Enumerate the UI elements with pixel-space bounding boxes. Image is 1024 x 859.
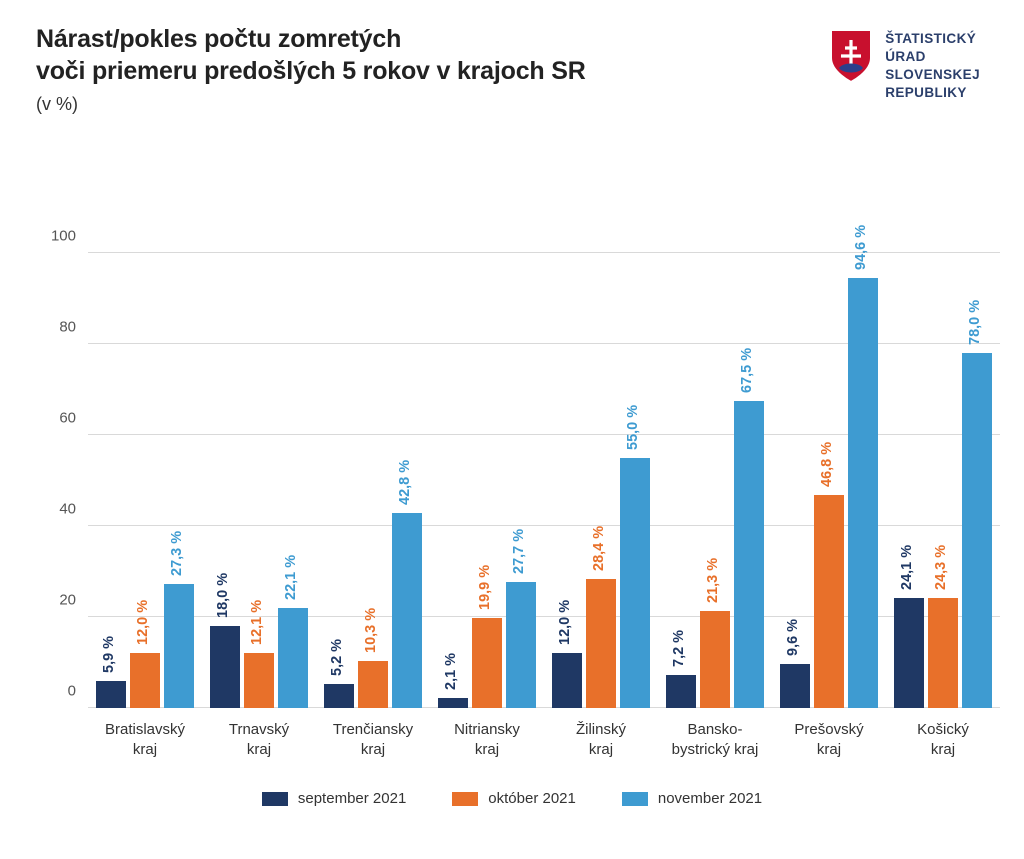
bar-value-label: 28,4 %: [591, 525, 607, 571]
bar-fill: [734, 401, 764, 708]
legend-label: november 2021: [657, 790, 763, 807]
bar-fill: [700, 611, 730, 708]
organization-name: [885, 28, 980, 102]
bars: [202, 208, 316, 708]
legend-item[interactable]: [622, 790, 762, 807]
x-axis-category-label-line: Košický: [917, 721, 969, 738]
bar-fill: [552, 653, 582, 708]
bar[interactable]: [96, 636, 126, 708]
x-axis-category-label-line: kraj: [474, 741, 500, 759]
bar-fill: [210, 626, 240, 708]
bar-value-label: 5,9 %: [101, 636, 117, 674]
bar-value-label: 22,1 %: [283, 554, 299, 600]
y-axis-tick-label: 40: [59, 500, 76, 518]
bar[interactable]: [700, 558, 730, 708]
bar-fill: [392, 513, 422, 708]
bar-value-label: 27,7 %: [511, 528, 527, 575]
bar[interactable]: [392, 460, 422, 708]
bar[interactable]: [962, 300, 992, 708]
bar-fill: [780, 664, 810, 708]
bar-value-label: 67,5 %: [739, 348, 755, 394]
bar-group: [544, 208, 658, 759]
bar-group: [886, 208, 1000, 759]
bar-fill: [358, 661, 388, 708]
bars: [772, 208, 886, 708]
bar-value-label: 94,6 %: [853, 224, 869, 270]
bar-fill: [164, 584, 194, 708]
chart-legend: [0, 790, 1024, 807]
bar-value-label: 12,1 %: [249, 599, 265, 645]
title-line-1: Nárast/pokles počtu zomretých: [36, 25, 402, 53]
legend-swatch: [262, 792, 288, 806]
bar-fill: [438, 698, 468, 708]
logo-line-4: REPUBLIKY: [885, 84, 967, 100]
x-axis-category-label-line: Bratislavský: [104, 721, 186, 738]
bar-value-label: 21,3 %: [705, 558, 721, 604]
x-axis-category-label-line: Trnavský: [228, 721, 290, 738]
y-axis-tick-label: 100: [50, 227, 76, 245]
bar[interactable]: [358, 608, 388, 708]
legend-item[interactable]: [262, 790, 406, 807]
bars: [886, 208, 1000, 708]
bar-fill: [324, 684, 354, 708]
slovak-coat-of-arms-icon: [829, 28, 873, 84]
logo-line-2: ÚRAD: [885, 48, 926, 64]
bar-value-label: 12,0 %: [557, 600, 573, 646]
bar[interactable]: [130, 600, 160, 708]
bar[interactable]: [586, 525, 616, 708]
bar[interactable]: [814, 442, 844, 708]
x-axis-category-label-line: Trenčiansky: [332, 721, 414, 738]
bar-value-label: 9,6 %: [785, 619, 801, 657]
bar-fill: [814, 495, 844, 708]
bar-fill: [962, 353, 992, 708]
bar-fill: [278, 608, 308, 708]
bar-fill: [848, 278, 878, 708]
bar-fill: [96, 681, 126, 708]
x-axis-category-label-line: Nitriansky: [454, 721, 520, 738]
bar-value-label: 10,3 %: [363, 608, 379, 654]
bar-group: [772, 208, 886, 759]
bar[interactable]: [894, 545, 924, 708]
bar[interactable]: [848, 224, 878, 708]
bar[interactable]: [928, 544, 958, 708]
legend-label: október 2021: [488, 790, 576, 807]
x-axis-category-label-line: kraj: [816, 741, 842, 759]
bar-value-label: 55,0 %: [625, 404, 641, 450]
bar-fill: [620, 458, 650, 708]
chart-header: [36, 24, 994, 134]
bar[interactable]: [278, 554, 308, 708]
organization-logo: [829, 28, 980, 102]
chart-subtitle: (v %): [36, 93, 78, 114]
bar-fill: [894, 598, 924, 708]
bar-value-label: 12,0 %: [135, 600, 151, 646]
y-axis-tick-label: 80: [59, 318, 76, 336]
bar-value-label: 24,3 %: [933, 544, 949, 590]
bar[interactable]: [780, 619, 810, 708]
bar[interactable]: [210, 573, 240, 708]
bar[interactable]: [666, 630, 696, 708]
bar-value-label: 7,2 %: [671, 630, 687, 668]
bar-fill: [928, 598, 958, 708]
bar-value-label: 46,8 %: [819, 442, 835, 488]
bars: [316, 208, 430, 708]
legend-swatch: [622, 792, 648, 806]
bar-value-label: 24,1 %: [899, 545, 915, 591]
legend-label: september 2021: [297, 790, 407, 807]
x-axis-category-label-line: kraj: [246, 741, 272, 759]
bar-value-label: 19,9 %: [477, 564, 493, 610]
bar[interactable]: [472, 564, 502, 708]
x-axis-category-label-line: Bansko-: [687, 721, 743, 738]
bar-fill: [506, 582, 536, 708]
plot-region: [50, 208, 1000, 759]
x-axis-category-label-line: Prešovský: [794, 721, 864, 738]
bars: [88, 208, 202, 708]
x-axis-category-label-line: kraj: [588, 741, 614, 759]
x-axis-category-label-line: bystrický kraj: [671, 741, 759, 759]
bar[interactable]: [164, 530, 194, 708]
bars: [430, 208, 544, 708]
chart-area: [0, 150, 1024, 810]
bar[interactable]: [324, 639, 354, 708]
bar-group: [658, 208, 772, 759]
bar-value-label: 5,2 %: [329, 639, 345, 677]
logo-line-3: SLOVENSKEJ: [885, 66, 980, 82]
bar-value-label: 78,0 %: [967, 300, 983, 346]
bar-group: [316, 208, 430, 759]
x-axis-category-label-line: Žilinský: [575, 721, 626, 738]
logo-line-1: ŠTATISTICKÝ: [885, 31, 977, 46]
bar-groups: [88, 208, 1000, 759]
bar-value-label: 2,1 %: [443, 653, 459, 691]
y-axis-tick-label: 20: [59, 591, 76, 609]
bars: [658, 208, 772, 708]
bar-fill: [586, 579, 616, 708]
bar-value-label: 42,8 %: [397, 460, 413, 506]
bar-group: [88, 208, 202, 759]
bar-group: [202, 208, 316, 759]
bar-fill: [666, 675, 696, 708]
bar[interactable]: [620, 404, 650, 708]
x-axis-category-label: [874, 720, 1012, 761]
bar-group: [430, 208, 544, 759]
bar-value-label: 27,3 %: [169, 530, 185, 576]
x-axis-category-label-line: kraj: [360, 741, 386, 759]
y-axis-tick-label: 0: [67, 682, 76, 700]
bar-fill: [472, 618, 502, 708]
bar[interactable]: [438, 653, 468, 708]
bar-fill: [130, 653, 160, 708]
x-axis-category-label-line: kraj: [930, 741, 956, 759]
bar[interactable]: [552, 600, 582, 708]
y-axis-tick-label: 60: [59, 409, 76, 427]
bar-value-label: 18,0 %: [215, 573, 231, 619]
bar[interactable]: [244, 599, 274, 708]
legend-item[interactable]: [452, 790, 576, 807]
bar[interactable]: [734, 348, 764, 708]
title-line-2: voči priemeru predošlých 5 rokov v krajoch SR: [36, 56, 586, 85]
x-axis-category-label-line: kraj: [132, 741, 158, 759]
legend-swatch: [452, 792, 478, 806]
bars: [544, 208, 658, 708]
bar-fill: [244, 653, 274, 708]
bar[interactable]: [506, 528, 536, 708]
